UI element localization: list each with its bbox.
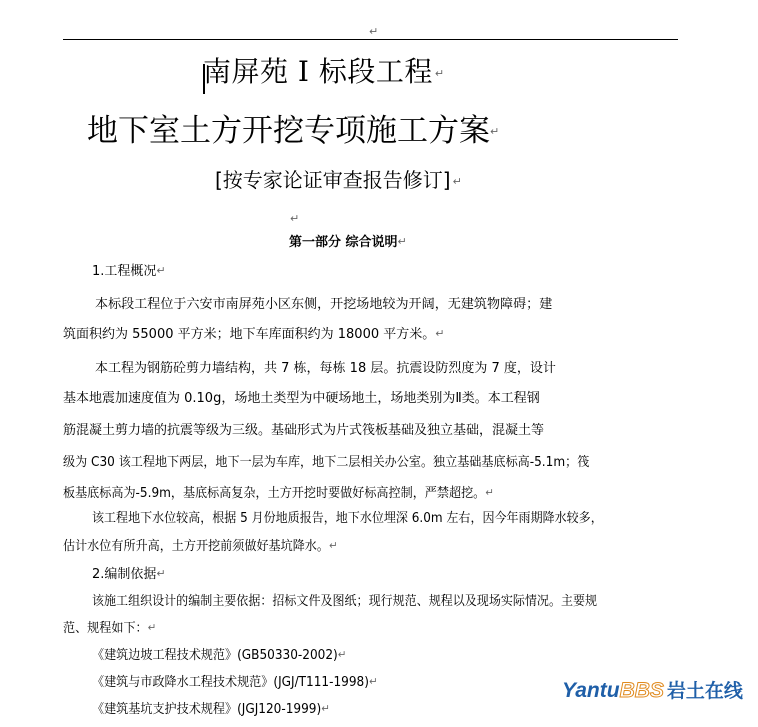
reference-item[interactable] (92, 675, 378, 690)
document-subtitle[interactable] (215, 170, 462, 190)
paragraph-line[interactable]: 筋混凝土剪力墙的抗震等级为三级。基础形式为片式筏板基础及独立基础，混凝土等 (63, 423, 545, 438)
watermark-yantu: Yantu (562, 679, 620, 702)
section2-heading-text: 2.编制依据 (92, 567, 157, 582)
paragraph-line[interactable]: 该施工组织设计的编制主要依据：招标文件及图纸；现行规范、规程以及现场实际情况。主要规 (92, 594, 598, 609)
title-line1-text: 南屏苑 I 标段工程 (203, 55, 433, 88)
paragraph-mark: ↵ (435, 327, 445, 340)
paragraph-mark: ↵ (434, 67, 445, 80)
paragraph-line[interactable] (63, 486, 494, 501)
section-heading[interactable] (92, 264, 166, 279)
title-line2-text: 地下室土方开挖专项施工方案 (87, 113, 490, 149)
paragraph-line[interactable] (63, 539, 338, 554)
paragraph-line[interactable]: 基本地震加速度值为 0.10g，场地土类型为中硬场地土，场地类别为Ⅱ类。本工程钢 (63, 391, 540, 406)
part-heading[interactable] (289, 235, 407, 250)
reference-text: 《建筑边坡工程技术规范》(GB50330-2002) (92, 648, 338, 663)
part-heading-text: 第一部分 综合说明 (289, 235, 398, 250)
reference-text: 《建筑基坑支护技术规程》(JGJ120-1999) (92, 702, 322, 717)
header-rule (63, 39, 678, 40)
paragraph-line-text: 范、规程如下： (63, 621, 148, 636)
paragraph-line[interactable]: 该工程地下水位较高，根据 5 月份地质报告，地下水位埋深 6.0m 左右，因今年雨期降水较多， (92, 511, 603, 526)
watermark-cn: 岩土在线 (666, 680, 743, 702)
paragraph-mark: ↵ (147, 621, 157, 634)
paragraph-line[interactable]: 级为 C30 该工程地下两层，地下一层为车库，地下二层相关办公室。独立基础基底标高-5.1m；筏 (63, 455, 590, 470)
section1-heading-text: 1.工程概况 (92, 264, 157, 279)
paragraph-mark: ↵ (156, 567, 166, 580)
document-title-line2[interactable] (87, 113, 500, 149)
paragraph-line[interactable]: 本标段工程位于六安市南屏苑小区东侧，开挖场地较为开阔，无建筑物障碍；建 (95, 297, 553, 312)
paragraph-line-text: 板基底标高为-5.9m，基底标高复杂，土方开挖时要做好标高控制，严禁超挖。 (63, 486, 486, 501)
paragraph-mark: ↵ (369, 25, 379, 38)
paragraph-mark: ↵ (337, 648, 347, 661)
paragraph-mark: ↵ (490, 125, 500, 138)
paragraph-mark: ↵ (485, 486, 494, 499)
reference-text: 《建筑与市政降水工程技术规范》(JGJ/T111-1998) (92, 675, 369, 690)
reference-item[interactable] (92, 702, 330, 717)
subtitle-text: [按专家论证审查报告修订] (215, 168, 451, 192)
section-heading[interactable] (92, 567, 166, 582)
paragraph-line[interactable]: 本工程为钢筋砼剪力墙结构，共 7 栋，每栋 18 层。抗震设防烈度为 7 度，设计 (95, 361, 556, 376)
paragraph-mark: ↵ (328, 539, 338, 552)
paragraph-mark: ↵ (368, 675, 378, 688)
paragraph-mark: ↵ (156, 264, 166, 277)
paragraph-line[interactable] (63, 327, 445, 342)
paragraph-line[interactable] (63, 621, 157, 636)
paragraph-line-text: 估计水位有所升高，土方开挖前须做好基坑降水。 (63, 539, 329, 554)
document-title-line1[interactable] (203, 55, 445, 88)
paragraph-mark: ↵ (321, 702, 330, 715)
watermark-bbs: BBS (619, 679, 664, 702)
paragraph-line-text: 筑面积约为 55000 平方米；地下车库面积约为 18000 平方米。 (63, 327, 436, 342)
watermark-logo (562, 680, 743, 701)
paragraph-mark: ↵ (452, 175, 462, 188)
paragraph-mark: ↵ (290, 212, 300, 225)
paragraph-mark: ↵ (397, 235, 407, 248)
reference-item[interactable] (92, 648, 347, 663)
